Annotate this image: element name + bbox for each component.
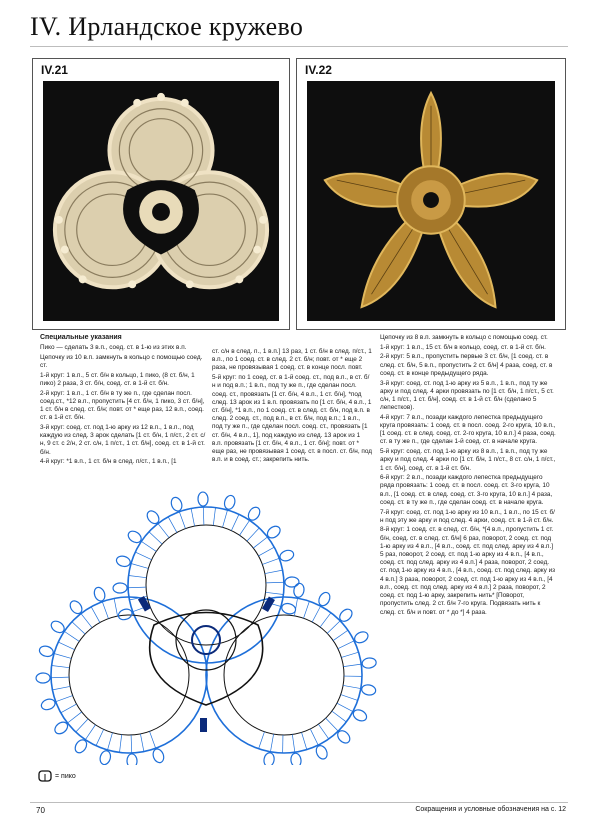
chart-stitch-line (141, 541, 156, 551)
chart-stitch-line (338, 641, 354, 649)
chart-picot-loop (38, 645, 54, 658)
chart-stitch-line (85, 725, 95, 740)
photo-panel-iv21 (32, 58, 290, 330)
instructions-column-3 (380, 334, 556, 618)
instructions-column-2 (212, 348, 372, 466)
chart-stitch-line (149, 532, 162, 544)
chart-stitch-line (114, 598, 117, 616)
instruction-paragraph: 3-й круг: соед. ст. под 1-ю арку из 5 в.п., 1 в.п., под ту же арку и под след. 4 арки провязать по [1 ст. б/н, 1 п/ст., 5 ст. с/н, 1 п/ст., 1 ст. б/н], соед. ст. в 1-й ст. б/н (сделано 5 лепестков). (380, 379, 554, 412)
chart-picot-loop (293, 583, 305, 599)
chart-stitch-line (310, 729, 318, 745)
chart-picot-loop (115, 555, 131, 568)
chart-stitch-line (51, 677, 69, 678)
page-title: IV. Ирландское кружево (30, 12, 304, 41)
chart-stitch-line (91, 607, 100, 623)
chart-stitch-line (320, 613, 331, 627)
chart-stitch-line (343, 664, 361, 667)
chart-stitch-line (326, 718, 339, 731)
legend-label: = пико (55, 772, 76, 780)
chart-stitch-line (131, 735, 132, 753)
chart-stitch-line (119, 735, 121, 753)
instruction-paragraph: 2-й круг: 1 в.п., 1 ст. б/н в ту же п., где сделан посл. соед.ст., *12 в.п., пропустить [4 ст. б/н, 1 пико, 3 ст. б/н], 1 ст. б/н в след. ст. б/н; повт. от * еще раз, 12 в.п., соед. ст. в 1-й ст. б/н. (40, 389, 205, 422)
chart-stitch-line (332, 711, 346, 722)
chart-stitch-line (259, 732, 265, 749)
chart-stitch-line (343, 685, 361, 688)
chart-stitch-line (52, 686, 70, 689)
instruction-paragraph: 1-й круг: 1 в.п., 15 ст. б/н в кольцо, соед. ст. в 1-й ст. б/н. (380, 343, 546, 351)
instruction-paragraph: 7-й круг: соед. ст. под 1-ю арку из 10 в.п., 1 в.п., по 15 ст. б/н под эту же арку и под след. 4 арки, соед. ст. в 1-й ст. б/н. (380, 508, 555, 524)
chart-stitch-line (54, 654, 71, 659)
instruction-paragraph: Пико — сделать 3 в.п., соед. ст. в 1-ю из этих в.п. (40, 344, 187, 352)
picot-icon (38, 770, 52, 782)
chart-stitch-line (81, 614, 92, 628)
chart-picot-loop (36, 673, 50, 683)
photo-label: IV.22 (305, 63, 332, 77)
chart-picot-loop (198, 492, 208, 506)
instruction-paragraph: Цепочку из 8 в.п. замкнуть в кольцо с помощью соед. ст. (380, 334, 548, 341)
chart-stitch-line (129, 575, 147, 577)
chart-stitch-line (140, 734, 143, 752)
chart-stitch-line (262, 558, 279, 564)
chart-stitch-line (96, 729, 104, 745)
footer-note: Сокращения и условные обозначения на с. 12 (415, 806, 566, 813)
chart-stitch-line (108, 733, 113, 750)
chart-picot-loop (169, 496, 183, 513)
crochet-chart-diagram (34, 490, 379, 765)
chart-stitch-line (102, 602, 108, 619)
chart-stitch-line (327, 621, 340, 634)
chart-stitch-line (203, 507, 204, 525)
chart-stitch-line (150, 731, 156, 748)
chart-picot-loop (127, 754, 137, 765)
chart-picot-loop (290, 753, 302, 765)
chart-picot-loop (362, 657, 377, 669)
photo-panel-iv22 (296, 58, 566, 330)
chart-picot-loop (92, 586, 106, 603)
chart-stitch-line (302, 732, 307, 749)
chart-stitch-line (247, 528, 259, 541)
legend (38, 770, 76, 782)
chart-stitch-line (64, 631, 79, 641)
chart-stitch-line (58, 642, 74, 650)
instruction-paragraph: 5-й круг: по 1 соед. ст. в 1-й соед. ст., под в.п., в ст. б/н и под в.п.; 1 в.п., под ту же п., где сделан посл. соед. ст., провязать [1 ст. б/н, 4 в.п., 1 ст. б/н], *под след. 13 арок из 1 в.п. провязать по [1 ст. б/н, 4 в.п., 1 ст. б/н], *1 в.п., по 1 соед. ст. в след. ст. б/н, под в.п. в след. 2 соед. ст., под в.п., в ст. б/н, под в.п.; 1 в.п., под ту же п., где сделан посл. соед. ст., провязать [1 ст. б/н, 4 в.п., 1], под каждую из след. 13 арок из 1 в.п. провязать [1 ст. б/н, 4 в.п., 1 ст. б/н]; повт. от * еще раз, не провязывая 1 соед. ст. в посл. ст. б/н, под в.п. и в соед. ст.; закрепить нить. (212, 374, 372, 464)
chart-stitch-line (292, 734, 295, 752)
chart-stitch-line (253, 537, 267, 548)
chart-stitch-line (128, 587, 146, 588)
chart-picot-loop (117, 607, 134, 621)
chart-stitch-line (312, 606, 320, 622)
chart-stitch-line (318, 724, 328, 739)
photo-label: IV.21 (41, 63, 68, 77)
instruction-paragraph: ст. с/н в след. п., 1 в.п.] 13 раз, 1 ст. б/н в след. п/ст., 1 в.п., по 1 соед. ст. в след. 2 ст. б/н; повт. от * еще 2 раза, не провязывая 1 соед. ст. в конце посл. повт. (212, 348, 372, 372)
chart-stitch-line (223, 510, 228, 527)
chart-stitch-line (304, 601, 310, 618)
chart-stitch-line (131, 564, 148, 569)
chart-stitch-line (231, 514, 239, 530)
chart-stitch-line (341, 652, 358, 657)
footer-divider (30, 802, 568, 803)
chart-stitch-line (341, 695, 358, 701)
title-divider (30, 46, 568, 47)
chart-stitch-line (337, 703, 353, 711)
chart-stitch-line (135, 552, 151, 560)
chart-stitch-line (72, 622, 85, 634)
instruction-paragraph: 8-й круг: 1 соед. ст. в след. ст. б/н, *[4 в.п., пропустить 1 ст. б/н, соед. ст. в след. ст. б/н] 6 раз, поворот, 2 соед. ст. под 1-ю арку из 4 в.п., [4 в.п., соед. ст. под след. арку из 4 в.п.] 5 раз, поворот, 2 соед. ст. под 1-ю арку из 4 в.п., [4 в.п., соед. ст. под след. арку из 4 в.п.] 4 раза, поворот, 2 соед. ст. под 1-ю арку из 4 в.п., [4 в.п., соед. ст. под след. арку из 4 в.п.] 3 раза, поворот, 2 соед. ст. под 1-ю арку из 4 в.п., [4 в.п., соед. ст. под след. арку из 4 в.п.] 2 раза, поворот, 2 соед. ст. под 1-ю арку, закрепить нить* [Поворот, пропустить след. 2 ст. б/н 7-го круга. Подвязать нить к след. ст. б/н и повт. от * до *] 4 раза. (380, 526, 556, 616)
chart-picot-loop (281, 602, 297, 615)
chart-stitch-line (158, 524, 169, 538)
chart-stitch-line (76, 719, 88, 732)
chart-stitch-line (240, 520, 250, 535)
chart-stitch-line (213, 508, 215, 526)
instruction-paragraph: 3-й круг: соед. ст. под 1-ю арку из 12 в.п., 1 в.п., под каждую из след. 3 арок сделать [1 ст. б/н, 1 п/ст., 2 ст. с/н, 9 ст. с 2/н, 2 ст. с/н, 1 п/ст., 1 ст. б/н], соед. ст. в 1-й ст. б/н. (40, 424, 206, 456)
chart-stitch-line (56, 696, 73, 702)
lace-photo-pansy (43, 81, 279, 321)
chart-stitch-line (61, 704, 77, 713)
chart-stitch-line (179, 512, 185, 529)
chart-picot-loop (223, 494, 236, 510)
instruction-paragraph: 5-й круг: соед. ст. под 1-ю арку из 8 в.п., 1 в.п., под ту же арку и под след. 4 арки по [1 ст. б/н, 1 п/ст., 8 ст. с/н, 1 п/ст., 1 ст. б/н], соед. ст. в 1-й ст. б/н. (380, 448, 556, 472)
chart-picot-loop (151, 748, 165, 765)
lace-photo-flower (307, 81, 555, 321)
chart-stitch-line (68, 712, 82, 723)
instruction-paragraph: 4-й круг: 7 в.п., позади каждого лепестка предыдущего круга провязать: 1 соед. ст. в посл. соед. 2-го круга, 10 в.п., [1 соед. ст. в след. соед. ст. 2-го круга, 10 в.п.] 4 раза, соед. ст. в ту же п., где сделан 1-й соед. ст. в начале круга. (380, 413, 556, 446)
instruction-paragraph: 6-й круг: 2 в.п., позади каждого лепестка предыдущего ряда провязать: 1 соед. ст. в посл. соед. ст. 3-го круга, 10 в.п., [1 соед. ст. в след. соед. ст. 3-го круга, 10 в.п.] 4 раза, соед. ст. в ту же п., где сделан соед. ст. в начале круга. (380, 474, 553, 506)
instruction-paragraph: 1-й круг: 1 в.п., 5 ст. б/н в кольцо, 1 пико, (8 ст. б/н, 1 пико) 2 раза, 3 ст. б/н, соед. ст. в 1-й ст. б/н. (40, 371, 195, 388)
chart-stitch-line (258, 547, 274, 556)
chart-picot-loop (263, 752, 275, 765)
instruction-paragraph: 2-й круг: 5 в.п., пропустить первые 3 ст. б/н, [1 соед. ст. в след. ст. б/н, 5 в.п., пропустить 2 ст. б/н] 4 раза, соед. ст. в соед. ст. в конце предыдущего ряда. (380, 353, 553, 377)
chart-stitch-line (333, 630, 348, 640)
chart-stitch-line (270, 734, 273, 752)
chart-stitch-line (52, 665, 70, 667)
instruction-paragraph: 4-й круг: *1 в.п., 1 ст. б/н в след. п/ст., 1 в.п., [1 (40, 458, 177, 466)
chart-picot-loop (40, 697, 57, 711)
chart-stitch-line (266, 582, 284, 583)
chart-stitch-line (266, 592, 284, 594)
chart-picot-loop (99, 750, 112, 765)
instructions-column-1 (40, 334, 208, 468)
chart-picot-loop (113, 583, 127, 593)
chart-stitch-line (191, 508, 194, 526)
special-instructions-heading: Специальные указания (40, 334, 122, 341)
chart-stitch-line (168, 517, 177, 533)
instruction-paragraph: Цепочку из 10 в.п. замкнуть в кольцо с помощью соед. ст. (40, 353, 203, 370)
chart-picot-loop (279, 548, 296, 562)
page-number: 70 (36, 806, 45, 815)
chart-picot-loop (285, 577, 299, 587)
chart-stitch-line (265, 570, 283, 573)
chart-picot-loop (361, 684, 377, 696)
